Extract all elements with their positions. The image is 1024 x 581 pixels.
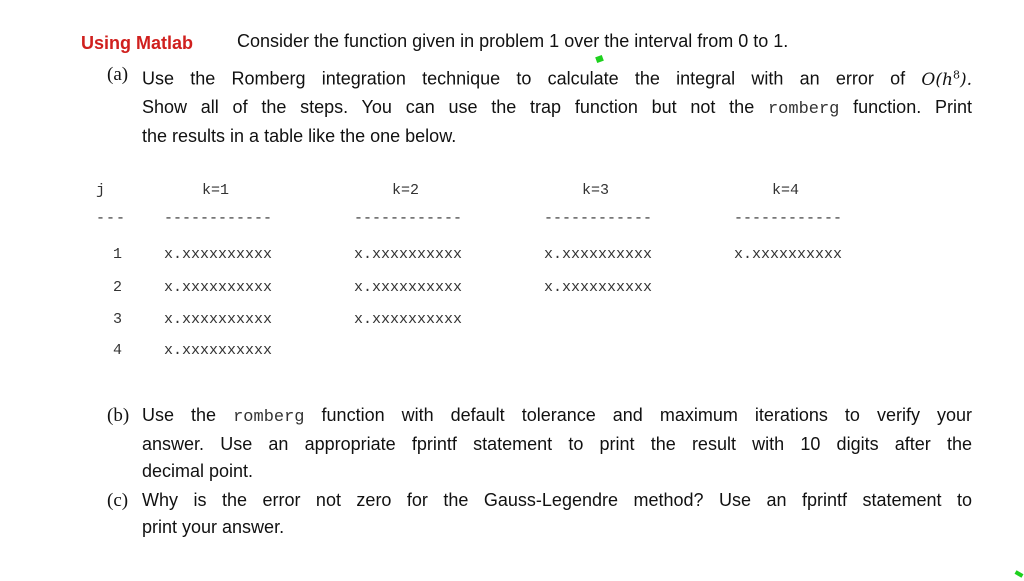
part-b-line-2: answer. Use an appropriate fprintf statement to print the result with 10 digits after the [142,434,972,454]
part-a-label: (a) [107,64,129,85]
order-close: ). [959,69,972,90]
row-1-j: 1 [113,246,123,263]
row-2-k3: x.xxxxxxxxxx [544,279,653,296]
part-a-line-1 [142,61,972,94]
separator-j: --- [96,210,127,227]
order-symbol: O(h [921,69,953,90]
romberg-code: romberg [767,99,840,119]
part-a-text-2: Show all of the steps. You can use the trap function but not the [142,96,755,117]
part-b-text-2: function with default tolerance and maximum iterations to verify your [321,405,972,425]
problem-intro: Consider the function given in problem 1 over the interval from 0 to 1. [237,31,789,51]
row-3-k1: x.xxxxxxxxxx [164,311,273,328]
part-b-text-1: Use the [142,405,217,425]
separator-k3: ------------ [544,210,653,227]
part-c-line-2: print your answer. [142,517,285,537]
header-k3: k=3 [582,182,610,199]
part-b-line-3: decimal point. [142,461,254,481]
part-b-line-1 [142,402,972,431]
part-a-line-3: the results in a table like the one below. [142,125,457,146]
error-order [921,70,972,90]
row-4-k1: x.xxxxxxxxxx [164,342,273,359]
row-1-k1: x.xxxxxxxxxx [164,246,273,263]
row-3-k2: x.xxxxxxxxxx [354,311,463,328]
green-corner-mark [1015,570,1024,577]
part-c-label: (c) [107,490,129,511]
row-1-k4: x.xxxxxxxxxx [734,246,843,263]
part-c-line-1: Why is the error not zero for the Gauss-Legendre method? Use an fprintf statement to [142,490,972,510]
row-1-k2: x.xxxxxxxxxx [354,246,463,263]
header-k1: k=1 [202,182,230,199]
header-k4: k=4 [772,182,800,199]
row-2-k2: x.xxxxxxxxxx [354,279,463,296]
separator-k2: ------------ [354,210,463,227]
romberg-code-b: romberg [233,408,305,427]
order-exponent: 8 [952,68,960,81]
header-k2: k=2 [392,182,420,199]
row-2-k1: x.xxxxxxxxxx [164,279,273,296]
row-4-j: 4 [113,342,123,359]
separator-k4: ------------ [734,210,843,227]
row-3-j: 3 [113,311,123,328]
header-j: j [96,182,106,199]
part-b-label: (b) [107,405,130,426]
part-a-line-2 [142,94,972,123]
row-2-j: 2 [113,279,123,296]
row-1-k3: x.xxxxxxxxxx [544,246,653,263]
separator-k1: ------------ [164,210,273,227]
using-matlab-label: Using Matlab [81,33,194,53]
part-a-text-1: Use the Romberg integration technique to calculate the integral with an error of [142,68,906,89]
part-a-text-3: function. Print [853,96,972,117]
